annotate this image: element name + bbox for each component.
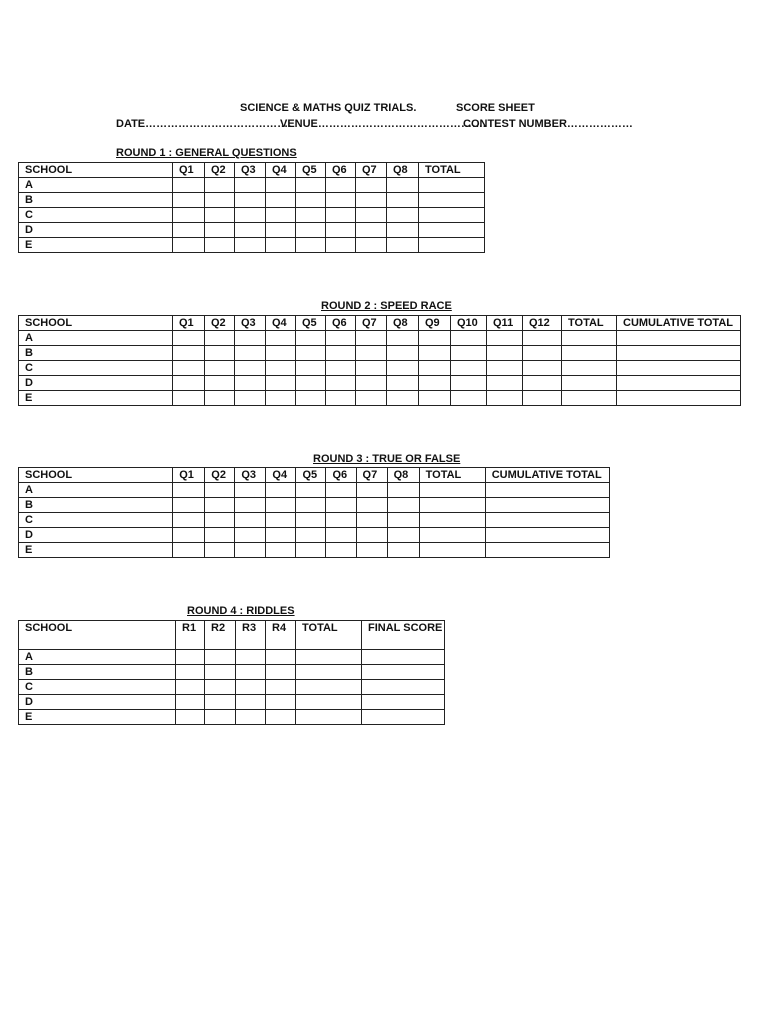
school-cell: D (19, 528, 173, 543)
q1-column-header: Q1 (173, 163, 205, 178)
table-row (19, 208, 485, 223)
school-column-header: SCHOOL (19, 468, 173, 483)
table-row (19, 483, 610, 498)
header-row (19, 316, 741, 331)
final-score-column-header: FINAL SCORE (362, 621, 445, 650)
header-row (19, 163, 485, 178)
q4-column-header: Q4 (266, 163, 296, 178)
q7-column-header: Q7 (356, 316, 387, 331)
table-row (19, 498, 610, 513)
header-row (19, 468, 610, 483)
q7-column-header: Q7 (356, 468, 387, 483)
school-cell: B (19, 346, 173, 361)
school-cell: A (19, 178, 173, 193)
total-column-header: TOTAL (419, 468, 485, 483)
school-column-header: SCHOOL (19, 163, 173, 178)
school-cell: D (19, 223, 173, 238)
table-row (19, 346, 741, 361)
q1-column-header: Q1 (173, 468, 205, 483)
table-row (19, 695, 445, 710)
q3-column-header: Q3 (235, 163, 266, 178)
school-cell: C (19, 513, 173, 528)
table-row (19, 376, 741, 391)
table-row (19, 710, 445, 725)
q3-column-header: Q3 (235, 468, 266, 483)
q6-column-header: Q6 (326, 163, 356, 178)
school-cell: A (19, 331, 173, 346)
school-column-header: SCHOOL (19, 621, 176, 650)
table-row (19, 193, 485, 208)
table-row (19, 513, 610, 528)
table-row (19, 650, 445, 665)
score-sheet-label: SCORE SHEET (456, 102, 535, 114)
school-cell: E (19, 391, 173, 406)
q2-column-header: Q2 (205, 163, 235, 178)
school-cell: C (19, 361, 173, 376)
total-column-header: TOTAL (562, 316, 617, 331)
q6-column-header: Q6 (326, 316, 356, 331)
round-1-title: ROUND 1 : GENERAL QUESTIONS (116, 147, 297, 159)
r3-column-header: R3 (236, 621, 266, 650)
table-row (19, 361, 741, 376)
school-cell: A (19, 650, 176, 665)
table-row (19, 665, 445, 680)
q2-column-header: Q2 (205, 468, 235, 483)
q2-column-header: Q2 (205, 316, 235, 331)
date-field: DATE…………………………………. (116, 118, 292, 130)
q4-column-header: Q4 (266, 468, 296, 483)
q5-column-header: Q5 (296, 316, 326, 331)
table-row (19, 331, 741, 346)
school-column-header: SCHOOL (19, 316, 173, 331)
q3-column-header: Q3 (235, 316, 266, 331)
q11-column-header: Q11 (487, 316, 523, 331)
venue-field: VENUE………………………………………. (280, 118, 486, 130)
table-row (19, 680, 445, 695)
q8-column-header: Q8 (387, 163, 419, 178)
table-row (19, 178, 485, 193)
table-row (19, 223, 485, 238)
round-3-title: ROUND 3 : TRUE OR FALSE (313, 453, 461, 465)
school-cell: B (19, 665, 176, 680)
table-row (19, 391, 741, 406)
table-row (19, 238, 485, 253)
school-cell: C (19, 680, 176, 695)
q5-column-header: Q5 (296, 468, 326, 483)
r1-column-header: R1 (176, 621, 205, 650)
round-4-title: ROUND 4 : RIDDLES (187, 605, 295, 617)
q7-column-header: Q7 (356, 163, 387, 178)
round-3-table (18, 467, 610, 558)
school-cell: D (19, 376, 173, 391)
q10-column-header: Q10 (451, 316, 487, 331)
q8-column-header: Q8 (387, 468, 419, 483)
q6-column-header: Q6 (326, 468, 356, 483)
school-cell: A (19, 483, 173, 498)
q8-column-header: Q8 (387, 316, 419, 331)
school-cell: C (19, 208, 173, 223)
school-cell: E (19, 710, 176, 725)
cumulative-total-column-header: CUMULATIVE TOTAL (617, 316, 741, 331)
round-1-table (18, 162, 485, 253)
q5-column-header: Q5 (296, 163, 326, 178)
header-row (19, 621, 445, 650)
round-2-title: ROUND 2 : SPEED RACE (321, 300, 452, 312)
school-cell: B (19, 498, 173, 513)
q9-column-header: Q9 (419, 316, 451, 331)
q4-column-header: Q4 (266, 316, 296, 331)
r4-column-header: R4 (266, 621, 296, 650)
sheet-title: SCIENCE & MATHS QUIZ TRIALS. (240, 102, 417, 114)
school-cell: E (19, 543, 173, 558)
round-2-table (18, 315, 741, 406)
total-column-header: TOTAL (296, 621, 362, 650)
round-4-table (18, 620, 445, 725)
table-row (19, 543, 610, 558)
cumulative-total-column-header: CUMULATIVE TOTAL (485, 468, 609, 483)
contest-number-field: CONTEST NUMBER……………… (463, 118, 633, 130)
table-row (19, 528, 610, 543)
school-cell: E (19, 238, 173, 253)
school-cell: D (19, 695, 176, 710)
school-cell: B (19, 193, 173, 208)
q1-column-header: Q1 (173, 316, 205, 331)
q12-column-header: Q12 (523, 316, 562, 331)
total-column-header: TOTAL (419, 163, 485, 178)
r2-column-header: R2 (205, 621, 236, 650)
